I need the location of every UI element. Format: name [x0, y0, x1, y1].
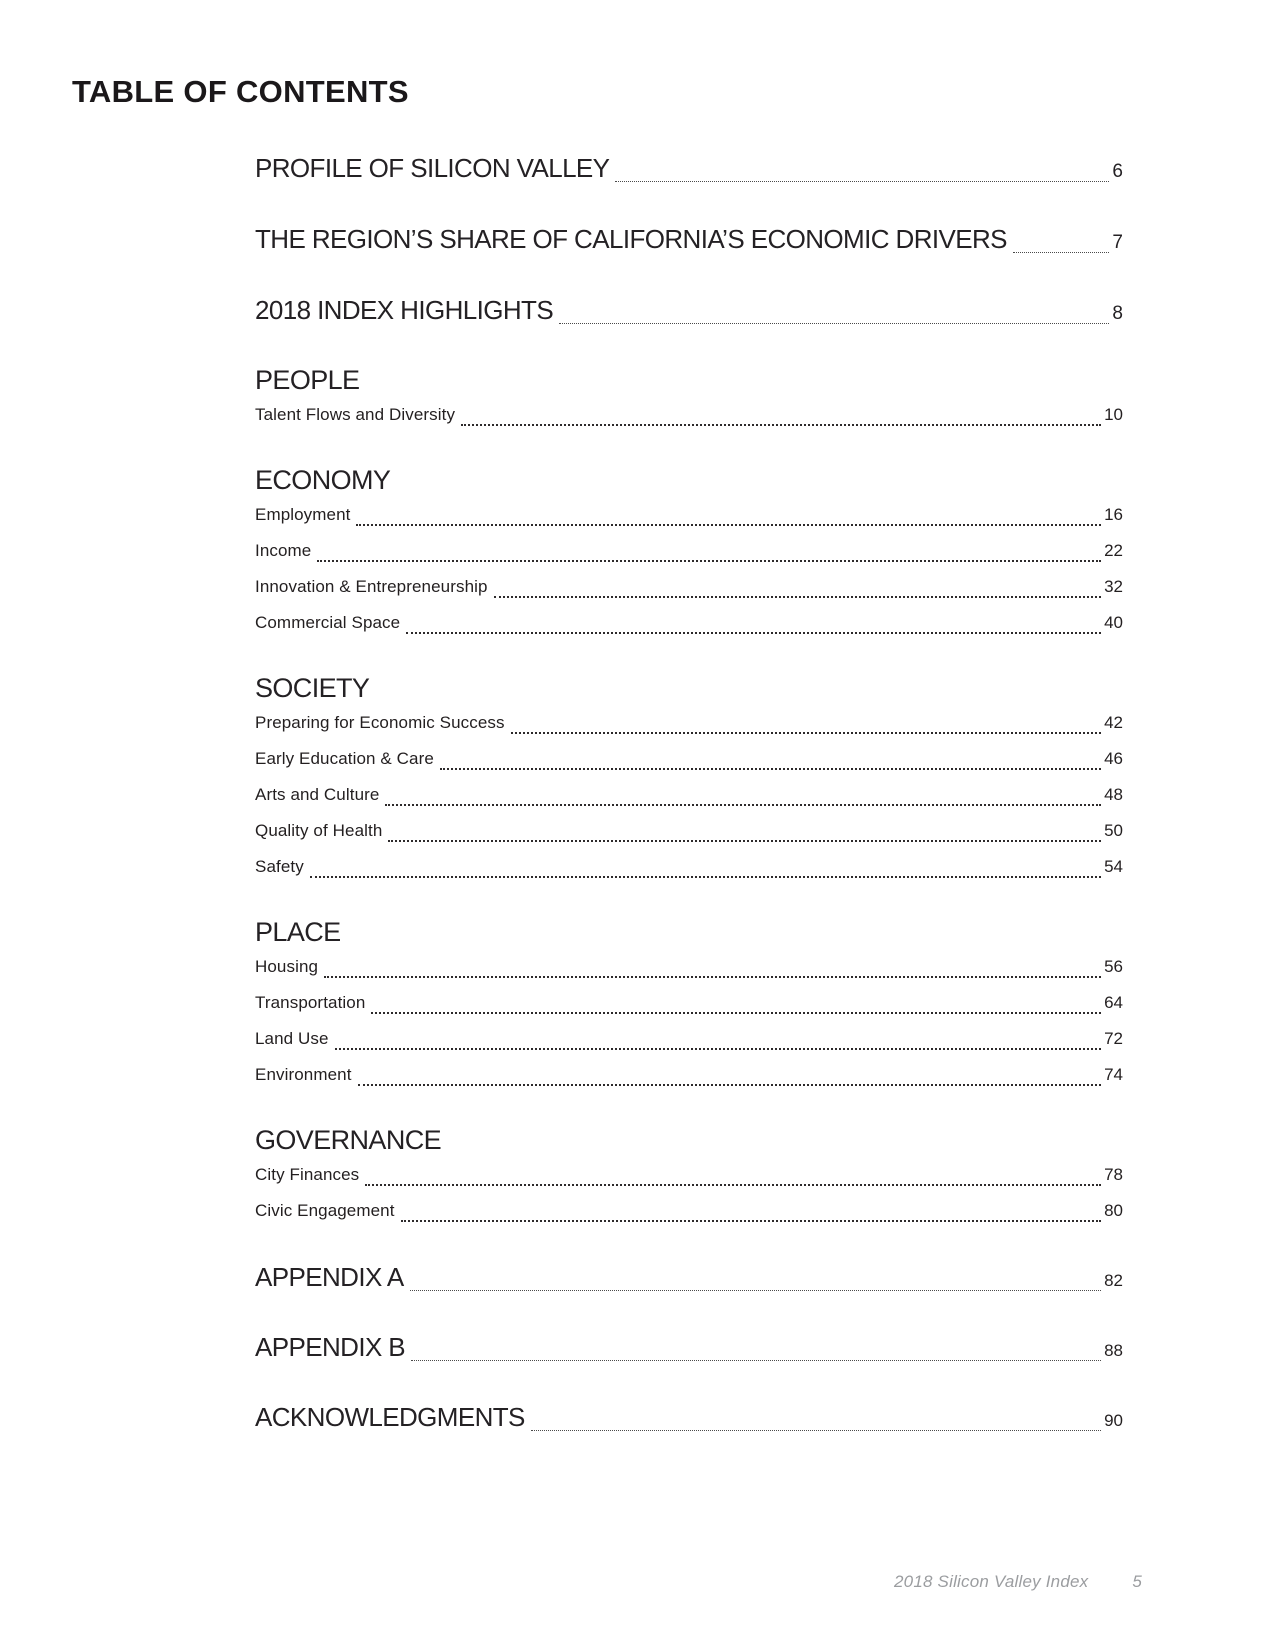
section-heading: SOCIETY — [255, 673, 370, 703]
toc-entry-label: Transportation — [255, 993, 366, 1012]
toc-entry — [255, 705, 1123, 741]
toc-entry-label: 2018 INDEX HIGHLIGHTS — [255, 295, 554, 325]
toc-entry — [255, 985, 1123, 1021]
toc-entry-label: APPENDIX B — [255, 1332, 406, 1362]
toc-entry-page: 56 — [1104, 957, 1123, 976]
toc-entry-page: 74 — [1104, 1065, 1123, 1084]
toc-entry-page: 48 — [1104, 785, 1123, 804]
toc-entry — [255, 292, 1123, 332]
toc-entry — [255, 497, 1123, 533]
toc-entry-label: Safety — [255, 857, 304, 876]
toc-entry-label: Early Education & Care — [255, 749, 434, 768]
dot-leader — [388, 840, 1101, 842]
toc-entry-label: Arts and Culture — [255, 785, 380, 804]
toc-entry-page: 42 — [1104, 713, 1123, 732]
section-heading: GOVERNANCE — [255, 1125, 442, 1155]
dot-leader — [615, 181, 1109, 182]
toc-entry — [255, 741, 1123, 777]
toc-entry — [255, 605, 1123, 641]
toc-entry — [255, 813, 1123, 849]
toc-entry — [255, 1399, 1123, 1439]
toc-entry-label: Income — [255, 541, 312, 560]
dot-leader — [559, 323, 1109, 324]
toc-entry — [255, 221, 1123, 261]
toc-entry-label: Civic Engagement — [255, 1201, 395, 1220]
dot-leader — [335, 1048, 1102, 1050]
section-heading: ECONOMY — [255, 465, 391, 495]
dot-leader — [401, 1220, 1102, 1222]
footer-page-number: 5 — [1132, 1572, 1142, 1591]
toc-entry — [255, 1057, 1123, 1093]
dot-leader — [310, 876, 1101, 878]
toc-entry-page: 88 — [1104, 1341, 1123, 1360]
toc-entry — [255, 1193, 1123, 1229]
toc-entry-page: 32 — [1104, 577, 1123, 596]
toc-entry-page: 72 — [1104, 1029, 1123, 1048]
dot-leader — [440, 768, 1101, 770]
dot-leader — [1013, 252, 1110, 253]
toc-entry-page: 7 — [1112, 232, 1123, 253]
page-title: TABLE OF CONTENTS — [72, 74, 409, 109]
dot-leader — [365, 1184, 1101, 1186]
toc-entry-page: 80 — [1104, 1201, 1123, 1220]
toc-entry — [255, 849, 1123, 885]
toc-bottom-entries — [255, 1259, 1123, 1439]
toc-entry-page: 54 — [1104, 857, 1123, 876]
toc-section-economy — [255, 463, 1123, 641]
page-footer — [894, 1572, 1142, 1592]
dot-leader — [317, 560, 1101, 562]
toc-entry-page: 64 — [1104, 993, 1123, 1012]
toc-entry — [255, 1329, 1123, 1369]
toc-entry-label: Quality of Health — [255, 821, 383, 840]
toc-entry-label: PROFILE OF SILICON VALLEY — [255, 153, 610, 183]
dot-leader — [494, 596, 1102, 598]
toc-entry-page: 46 — [1104, 749, 1123, 768]
dot-leader — [410, 1290, 1101, 1291]
toc-entry-page: 6 — [1112, 161, 1123, 182]
dot-leader — [411, 1360, 1101, 1361]
toc-entry-label: Innovation & Entrepreneurship — [255, 577, 488, 596]
toc-entry-page: 10 — [1104, 405, 1123, 424]
toc-entry-page: 8 — [1112, 303, 1123, 324]
toc-entry-page: 16 — [1104, 505, 1123, 524]
toc-section-governance — [255, 1123, 1123, 1229]
toc-entry — [255, 1021, 1123, 1057]
toc-entry-label: Talent Flows and Diversity — [255, 405, 456, 424]
toc-entry — [255, 150, 1123, 190]
toc-entry-page: 82 — [1104, 1271, 1123, 1290]
table-of-contents — [255, 150, 1123, 1469]
toc-entry-label: ACKNOWLEDGMENTS — [255, 1402, 525, 1432]
toc-entry — [255, 533, 1123, 569]
toc-entry-label: Employment — [255, 505, 351, 524]
dot-leader — [356, 524, 1101, 526]
toc-section-people — [255, 363, 1123, 433]
dot-leader — [324, 976, 1101, 978]
toc-section-society — [255, 671, 1123, 885]
dot-leader — [461, 424, 1101, 426]
toc-entry-label: Land Use — [255, 1029, 329, 1048]
toc-entry-label: Preparing for Economic Success — [255, 713, 505, 732]
toc-entry — [255, 569, 1123, 605]
toc-entry-page: 22 — [1104, 541, 1123, 560]
toc-entry-label: Environment — [255, 1065, 352, 1084]
toc-entry-label: Housing — [255, 957, 319, 976]
toc-section-place — [255, 915, 1123, 1093]
section-heading: PEOPLE — [255, 365, 360, 395]
toc-entry-label: Commercial Space — [255, 613, 401, 632]
dot-leader — [358, 1084, 1102, 1086]
dot-leader — [406, 632, 1101, 634]
toc-entry — [255, 1157, 1123, 1193]
toc-entry-page: 50 — [1104, 821, 1123, 840]
toc-entry-page: 78 — [1104, 1165, 1123, 1184]
toc-entry-page: 90 — [1104, 1411, 1123, 1430]
toc-entry — [255, 1259, 1123, 1299]
toc-entry-page: 40 — [1104, 613, 1123, 632]
dot-leader — [371, 1012, 1101, 1014]
toc-entry — [255, 777, 1123, 813]
toc-entry — [255, 397, 1123, 433]
dot-leader — [531, 1430, 1101, 1431]
dot-leader — [511, 732, 1101, 734]
toc-entry-label: APPENDIX A — [255, 1262, 404, 1292]
section-heading: PLACE — [255, 917, 341, 947]
toc-entry-label: City Finances — [255, 1165, 360, 1184]
dot-leader — [385, 804, 1101, 806]
toc-entry-label: THE REGION’S SHARE OF CALIFORNIA’S ECONOMIC DRIVERS — [255, 224, 1007, 254]
footer-document-title: 2018 Silicon Valley Index — [894, 1572, 1089, 1591]
toc-entry — [255, 949, 1123, 985]
